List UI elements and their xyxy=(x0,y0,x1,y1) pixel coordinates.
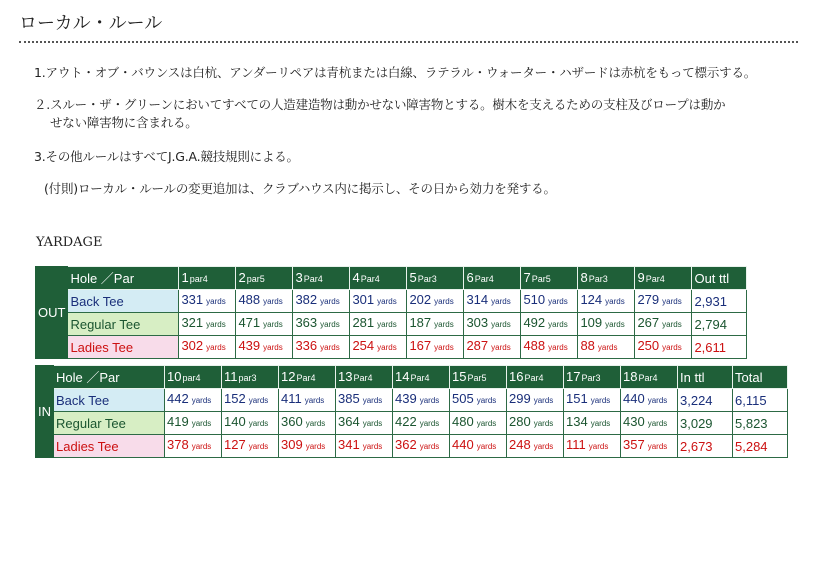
yards-unit: yards xyxy=(191,396,212,405)
hole-number: 11 xyxy=(224,369,238,384)
yardage-value: 505 xyxy=(452,391,474,406)
yardage-value: 510 xyxy=(523,292,546,307)
yards-unit: yards xyxy=(263,343,283,352)
yardage-table-out xyxy=(35,266,747,359)
hole-par-header: Hole ／Par xyxy=(54,366,165,389)
regular-tee-label: Regular Tee xyxy=(68,313,179,336)
hole-number: 1 xyxy=(181,270,189,285)
hole-header-2 xyxy=(236,267,293,290)
yards-unit: yards xyxy=(434,297,454,306)
yardage-value: 336 xyxy=(295,338,318,353)
yardage-cell xyxy=(507,412,564,435)
hole-header-5 xyxy=(407,267,464,290)
yardage-cell xyxy=(293,313,350,336)
hole-number: 4 xyxy=(352,270,360,285)
page-title: ローカル・ルール xyxy=(19,13,163,34)
yardage-value: 439 xyxy=(238,338,261,353)
yardage-cell xyxy=(336,412,393,435)
yards-unit: yards xyxy=(263,320,283,329)
yards-unit: yards xyxy=(647,442,668,451)
yardage-cell xyxy=(621,389,678,412)
yardage-cell xyxy=(464,290,521,313)
hole-number: 9 xyxy=(637,270,645,285)
yardage-value: 309 xyxy=(281,437,303,452)
yardage-cell xyxy=(350,336,407,359)
hole-header-8 xyxy=(578,267,635,290)
yardage-cell xyxy=(564,389,621,412)
yardage-cell xyxy=(336,435,393,458)
yardage-cell xyxy=(564,412,621,435)
total-header: Out ttl xyxy=(692,267,747,290)
yardage-cell xyxy=(450,412,507,435)
yardage-cell xyxy=(236,313,293,336)
yardage-cell xyxy=(407,313,464,336)
yardage-cell xyxy=(507,389,564,412)
yardage-value: 360 xyxy=(281,414,303,429)
yardage-cell xyxy=(407,336,464,359)
yardage-value: 362 xyxy=(395,437,417,452)
yardage-cell xyxy=(350,290,407,313)
hole-header-9 xyxy=(635,267,692,290)
yardage-value: 152 xyxy=(224,391,246,406)
yardage-cell xyxy=(450,389,507,412)
yardage-value: 488 xyxy=(523,338,546,353)
yards-unit: yards xyxy=(662,343,682,352)
yardage-value: 134 xyxy=(566,414,588,429)
total-cell: 5,823 xyxy=(733,412,788,435)
yardage-cell xyxy=(222,435,279,458)
total-cell: 2,931 xyxy=(692,290,747,313)
yardage-cell xyxy=(165,412,222,435)
back-tee-row xyxy=(36,290,747,313)
rule-1: 1.アウト・オブ・バウンスは白杭、アンダーリペアは青杭または白線、ラテラル・ウォーター・ハザードは赤杭をもって標示する。 xyxy=(34,65,757,80)
yards-unit: yards xyxy=(263,297,283,306)
hole-header-6 xyxy=(464,267,521,290)
yardage-value: 127 xyxy=(224,437,246,452)
hole-number: 10 xyxy=(167,369,182,384)
yards-unit: yards xyxy=(305,442,326,451)
back-tee-label: Back Tee xyxy=(68,290,179,313)
yards-unit: yards xyxy=(320,320,340,329)
yards-unit: yards xyxy=(548,297,568,306)
yards-unit: yards xyxy=(362,396,383,405)
yardage-value: 492 xyxy=(523,315,546,330)
regular-tee-label: Regular Tee xyxy=(54,412,165,435)
yardage-cell xyxy=(393,412,450,435)
yardage-value: 111 xyxy=(566,437,586,452)
hole-par: par4 xyxy=(182,373,201,383)
yardage-cell xyxy=(393,435,450,458)
yardage-cell xyxy=(464,313,521,336)
yards-unit: yards xyxy=(476,419,497,428)
yardage-value: 299 xyxy=(509,391,531,406)
yardage-cell xyxy=(293,290,350,313)
yards-unit: yards xyxy=(476,442,497,451)
rule-2: ２.スルー・ザ・グリーンにおいてすべての人造建造物は動かせない障害物とする。樹木を支えるための支柱及びロープは動か xyxy=(34,97,726,112)
yardage-cell xyxy=(578,313,635,336)
back-tee-row xyxy=(36,389,788,412)
yards-unit: yards xyxy=(605,320,625,329)
hole-header-18 xyxy=(621,366,678,389)
yards-unit: yards xyxy=(434,343,454,352)
yardage-cell xyxy=(293,336,350,359)
yardage-value: 439 xyxy=(395,391,417,406)
yards-unit: yards xyxy=(419,396,440,405)
yards-unit: yards xyxy=(191,419,212,428)
yards-unit: yards xyxy=(362,442,383,451)
yards-unit: yards xyxy=(647,419,668,428)
hole-number: 5 xyxy=(409,270,417,285)
yards-unit: yards xyxy=(491,297,511,306)
yards-unit: yards xyxy=(206,297,226,306)
hole-number: 13 xyxy=(338,369,353,384)
rule-supplement: (付則)ローカル・ルールの変更追加は、クラブハウス内に掲示し、その日から効力を発する。 xyxy=(44,181,556,196)
yards-unit: yards xyxy=(533,419,554,428)
yardage-value: 411 xyxy=(281,391,302,406)
yardage-value: 378 xyxy=(167,437,189,452)
yardage-value: 303 xyxy=(466,315,489,330)
hole-header-15 xyxy=(450,366,507,389)
hole-number: 18 xyxy=(623,369,638,384)
yards-unit: yards xyxy=(320,297,340,306)
yardage-cell xyxy=(236,290,293,313)
yardage-cell xyxy=(393,389,450,412)
hole-header-7 xyxy=(521,267,578,290)
hole-par: Par4 xyxy=(524,373,544,383)
yards-unit: yards xyxy=(419,442,440,451)
table-header-row xyxy=(36,366,788,389)
yardage-value: 302 xyxy=(181,338,204,353)
yards-unit: yards xyxy=(248,442,269,451)
yardage-cell xyxy=(635,313,692,336)
yards-unit: yards xyxy=(248,396,269,405)
ladies-tee-row xyxy=(36,336,747,359)
yardage-value: 281 xyxy=(352,315,375,330)
rule-3: 3.その他ルールはすべてJ.G.A.競技規則による。 xyxy=(34,149,299,164)
ladies-tee-row xyxy=(36,435,788,458)
yardage-cell xyxy=(521,313,578,336)
hole-header-11 xyxy=(222,366,279,389)
hole-number: 12 xyxy=(281,369,296,384)
yardage-value: 357 xyxy=(623,437,645,452)
yardage-value: 363 xyxy=(295,315,318,330)
hole-number: 16 xyxy=(509,369,524,384)
yardage-cell xyxy=(578,290,635,313)
yards-unit: yards xyxy=(206,320,226,329)
yards-unit: yards xyxy=(305,419,326,428)
yards-unit: yards xyxy=(662,320,682,329)
yardage-value: 248 xyxy=(509,437,531,452)
yardage-value: 301 xyxy=(352,292,375,307)
hole-header-12 xyxy=(279,366,336,389)
hole-number: 15 xyxy=(452,369,467,384)
hole-par: Par4 xyxy=(296,373,316,383)
yardage-value: 314 xyxy=(466,292,489,307)
yards-unit: yards xyxy=(533,442,554,451)
total-header: Total xyxy=(733,366,788,389)
hole-number: 17 xyxy=(566,369,581,384)
yardage-cell xyxy=(222,389,279,412)
yardage-cell xyxy=(450,435,507,458)
hole-par: Par4 xyxy=(303,274,323,284)
yardage-cell xyxy=(578,336,635,359)
yardage-cell xyxy=(564,435,621,458)
yards-unit: yards xyxy=(647,396,668,405)
yardage-cell xyxy=(279,435,336,458)
yards-unit: yards xyxy=(590,419,611,428)
hole-par: Par4 xyxy=(638,373,658,383)
yardage-cell xyxy=(635,290,692,313)
yardage-cell xyxy=(279,389,336,412)
hole-header-17 xyxy=(564,366,621,389)
yards-unit: yards xyxy=(377,320,397,329)
yardage-value: 471 xyxy=(238,315,261,330)
hole-number: 6 xyxy=(466,270,474,285)
yardage-cell xyxy=(236,336,293,359)
regular-tee-row xyxy=(36,412,788,435)
hole-number: 8 xyxy=(580,270,588,285)
yards-unit: yards xyxy=(533,396,554,405)
yardage-cell xyxy=(179,290,236,313)
yardage-table-in xyxy=(35,365,788,458)
yards-unit: yards xyxy=(491,320,511,329)
hole-par: Par3 xyxy=(588,274,608,284)
yards-unit: yards xyxy=(191,442,212,451)
total-cell: 5,284 xyxy=(733,435,788,458)
yardage-value: 341 xyxy=(338,437,360,452)
hole-par: par5 xyxy=(246,274,265,284)
regular-tee-row xyxy=(36,313,747,336)
total-cell: 2,794 xyxy=(692,313,747,336)
yards-unit: yards xyxy=(491,343,511,352)
yardage-cell xyxy=(635,336,692,359)
yards-unit: yards xyxy=(590,396,611,405)
hole-par: Par4 xyxy=(360,274,380,284)
hole-number: 14 xyxy=(395,369,410,384)
yardage-cell xyxy=(407,290,464,313)
yards-unit: yards xyxy=(377,297,397,306)
hole-par: Par3 xyxy=(417,274,437,284)
rule-2-continued: せない障害物に含まれる。 xyxy=(50,115,198,130)
yards-unit: yards xyxy=(304,396,325,405)
yardage-cell xyxy=(222,412,279,435)
yardage-value: 364 xyxy=(338,414,360,429)
yardage-cell xyxy=(179,336,236,359)
yardage-value: 88 xyxy=(580,338,595,353)
yardage-cell xyxy=(621,435,678,458)
yards-unit: yards xyxy=(362,419,383,428)
yards-unit: yards xyxy=(597,343,618,352)
yardage-cell xyxy=(621,412,678,435)
yardage-cell xyxy=(165,389,222,412)
yardage-cell xyxy=(179,313,236,336)
hole-header-14 xyxy=(393,366,450,389)
hole-par: par4 xyxy=(189,274,208,284)
hole-par: Par4 xyxy=(474,274,494,284)
yards-unit: yards xyxy=(206,343,226,352)
yardage-value: 440 xyxy=(452,437,474,452)
hole-header-1 xyxy=(179,267,236,290)
total-cell: 6,115 xyxy=(733,389,788,412)
yardage-cell xyxy=(521,290,578,313)
hole-header-4 xyxy=(350,267,407,290)
yardage-cell xyxy=(350,313,407,336)
yardage-value: 267 xyxy=(637,315,660,330)
yards-unit: yards xyxy=(377,343,397,352)
yardage-cell xyxy=(279,412,336,435)
yardage-value: 167 xyxy=(409,338,432,353)
hole-par: par3 xyxy=(238,373,257,383)
ladies-tee-label: Ladies Tee xyxy=(54,435,165,458)
hole-header-13 xyxy=(336,366,393,389)
hole-par: Par4 xyxy=(645,274,665,284)
yardage-value: 254 xyxy=(352,338,375,353)
yards-unit: yards xyxy=(320,343,340,352)
hole-number: 2 xyxy=(238,270,246,285)
yardage-cell xyxy=(521,336,578,359)
yards-unit: yards xyxy=(662,297,682,306)
title-divider xyxy=(19,41,798,43)
yardage-value: 187 xyxy=(409,315,432,330)
yards-unit: yards xyxy=(434,320,454,329)
yardage-value: 382 xyxy=(295,292,318,307)
yardage-value: 430 xyxy=(623,414,645,429)
hole-header-16 xyxy=(507,366,564,389)
yardage-cell xyxy=(464,336,521,359)
table-header-row xyxy=(36,267,747,290)
hole-number: 7 xyxy=(523,270,531,285)
hole-par-header: Hole ／Par xyxy=(68,267,179,290)
hole-par: Par4 xyxy=(353,373,373,383)
total-cell: 2,673 xyxy=(678,435,733,458)
yards-unit: yards xyxy=(419,419,440,428)
yardage-value: 279 xyxy=(637,292,660,307)
hole-par: Par4 xyxy=(410,373,430,383)
yardage-value: 280 xyxy=(509,414,531,429)
hole-header-3 xyxy=(293,267,350,290)
yardage-cell xyxy=(336,389,393,412)
yardage-value: 440 xyxy=(623,391,645,406)
hole-header-10 xyxy=(165,366,222,389)
ladies-tee-label: Ladies Tee xyxy=(68,336,179,359)
yards-unit: yards xyxy=(605,297,625,306)
yardage-value: 140 xyxy=(224,414,246,429)
yards-unit: yards xyxy=(548,320,568,329)
yardage-value: 422 xyxy=(395,414,417,429)
side-label: OUT xyxy=(36,267,68,359)
yardage-value: 331 xyxy=(181,292,204,307)
yards-unit: yards xyxy=(476,396,497,405)
total-cell: 3,029 xyxy=(678,412,733,435)
yardage-value: 385 xyxy=(338,391,360,406)
yardage-heading: YARDAGE xyxy=(36,235,103,250)
yardage-value: 419 xyxy=(167,414,189,429)
yardage-value: 442 xyxy=(167,391,189,406)
total-header: In ttl xyxy=(678,366,733,389)
yards-unit: yards xyxy=(588,442,609,451)
yardage-value: 151 xyxy=(566,391,588,406)
yardage-value: 250 xyxy=(637,338,660,353)
yards-unit: yards xyxy=(548,343,568,352)
yardage-value: 321 xyxy=(181,315,204,330)
yardage-cell xyxy=(507,435,564,458)
back-tee-label: Back Tee xyxy=(54,389,165,412)
yardage-value: 287 xyxy=(466,338,489,353)
hole-par: Par5 xyxy=(467,373,487,383)
total-cell: 2,611 xyxy=(692,336,747,359)
hole-par: Par3 xyxy=(581,373,601,383)
yardage-value: 202 xyxy=(409,292,432,307)
hole-par: Par5 xyxy=(531,274,551,284)
hole-number: 3 xyxy=(295,270,303,285)
total-cell: 3,224 xyxy=(678,389,733,412)
yardage-cell xyxy=(165,435,222,458)
yardage-value: 480 xyxy=(452,414,474,429)
yardage-value: 488 xyxy=(238,292,261,307)
yardage-value: 124 xyxy=(580,292,603,307)
yardage-value: 109 xyxy=(580,315,603,330)
yards-unit: yards xyxy=(248,419,269,428)
side-label: IN xyxy=(36,366,54,458)
